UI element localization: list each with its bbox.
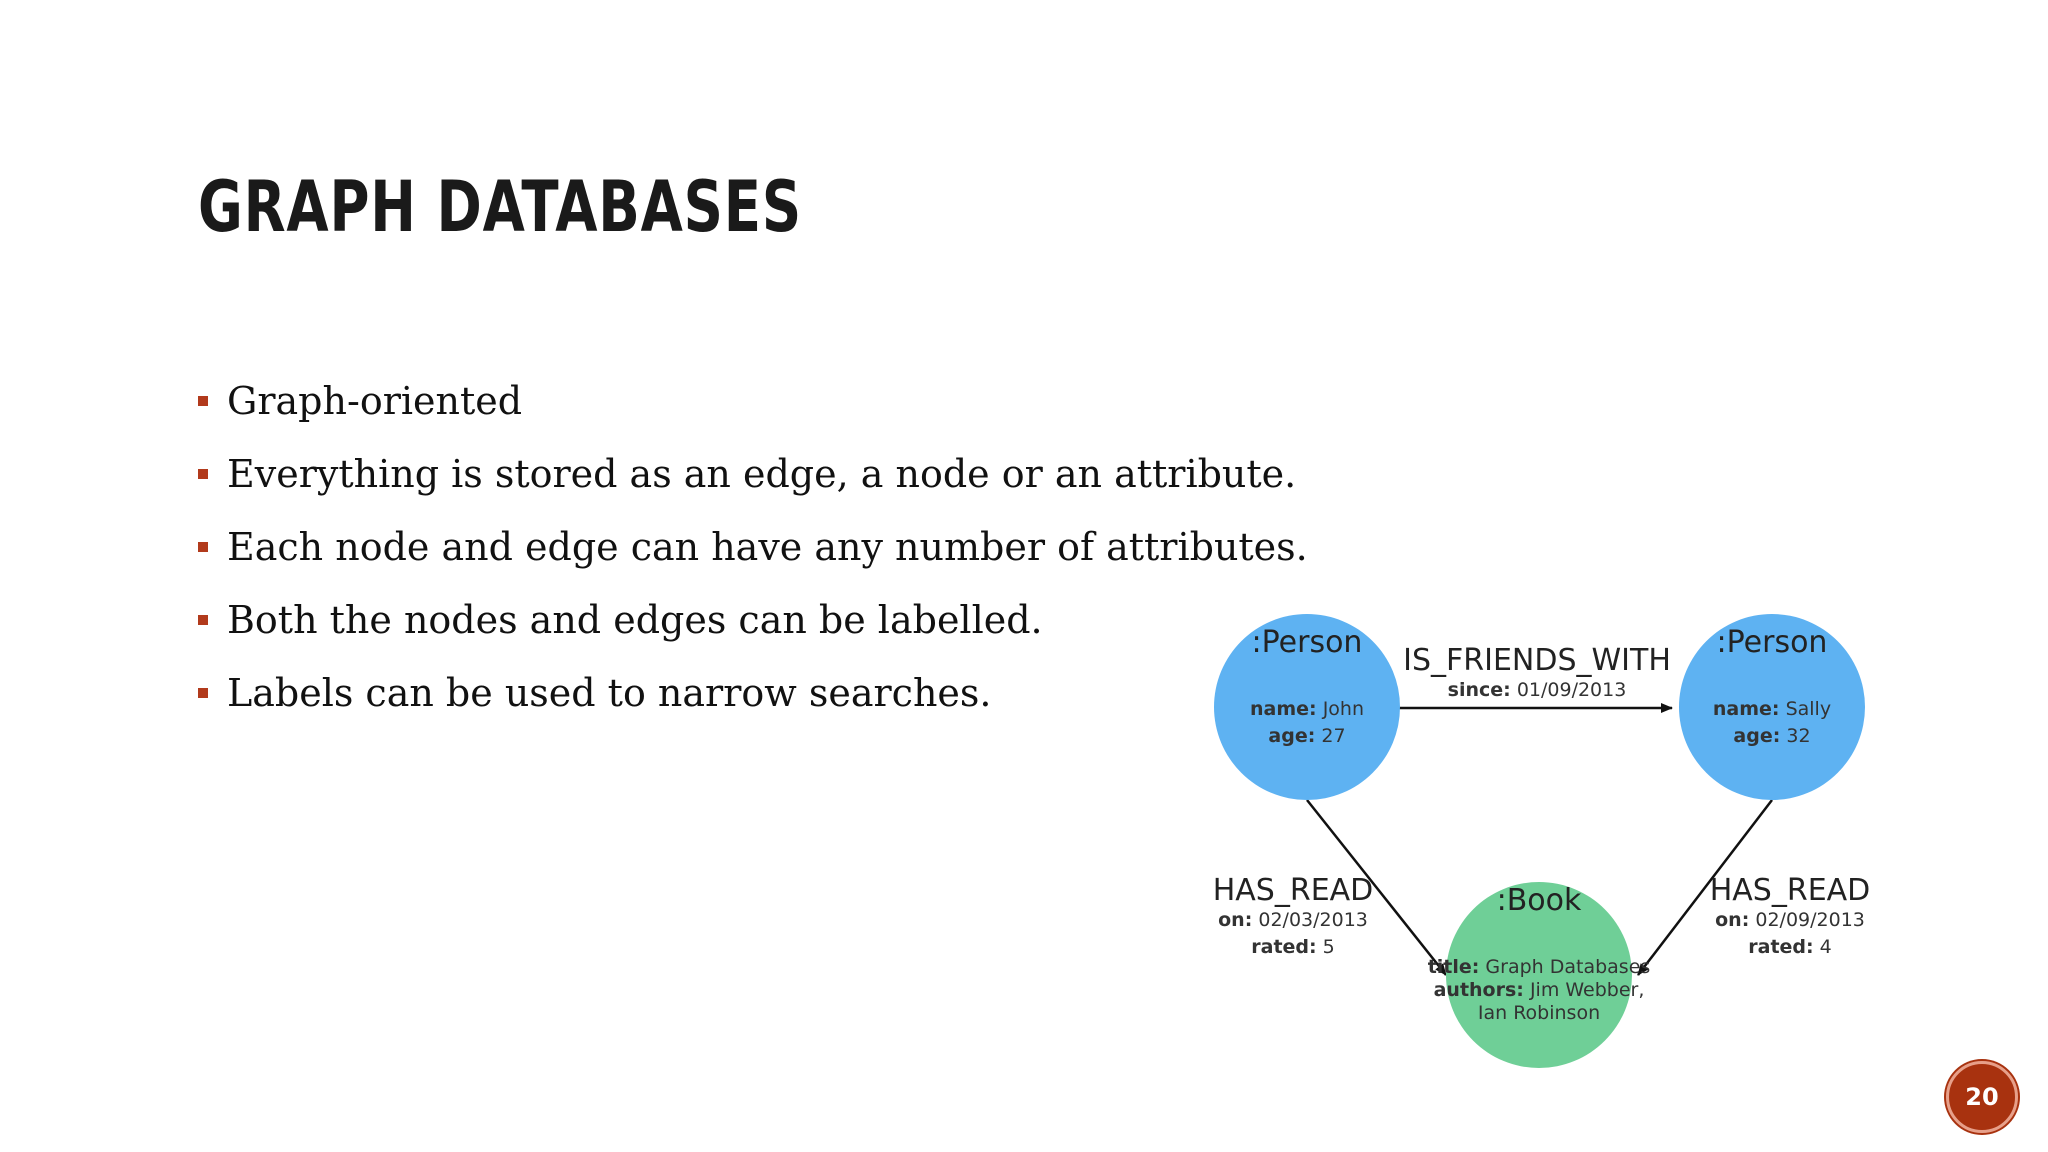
node-label: :Book: [1496, 883, 1582, 918]
prop-value: Sally: [1785, 698, 1832, 720]
page-number-badge: [1946, 1061, 2018, 1133]
prop-value: 02/09/2013: [1755, 909, 1865, 931]
slide-title: GRAPH DATABASES: [198, 166, 802, 248]
prop-value: 27: [1321, 725, 1346, 747]
edge-label-text: IS_FRIENDS_WITH: [1403, 643, 1671, 678]
edge-label-text: HAS_READ: [1709, 873, 1871, 908]
node-prop: [1428, 956, 1651, 978]
node-label: :Person: [1716, 625, 1828, 660]
prop-value: Jim Webber,: [1529, 979, 1645, 1001]
node-person-john: [1214, 614, 1400, 800]
prop-value: Graph Databases: [1485, 956, 1651, 978]
edge-prop: [1218, 909, 1368, 931]
prop-key: on:: [1715, 909, 1750, 931]
prop-value: 32: [1786, 725, 1811, 747]
node-person-sally: [1679, 614, 1865, 800]
node-prop: [1250, 698, 1364, 720]
edge-prop: [1448, 679, 1627, 701]
bullet-text: Labels can be used to narrow searches.: [227, 670, 992, 715]
node-book: [1428, 882, 1651, 1068]
bullet-text: Both the nodes and edges can be labelled.: [227, 597, 1043, 642]
prop-key: rated:: [1251, 936, 1317, 958]
prop-key: name:: [1250, 698, 1317, 720]
prop-key: age:: [1733, 725, 1781, 747]
prop-value: 4: [1819, 936, 1832, 958]
node-label: :Person: [1251, 625, 1363, 660]
bullet-text: Each node and edge can have any number of attributes.: [227, 524, 1308, 569]
bullet-text: Everything is stored as an edge, a node or an attribute.: [227, 451, 1297, 496]
node-prop: Ian Robinson: [1477, 1002, 1601, 1024]
edge-prop: [1251, 936, 1335, 958]
prop-key: on:: [1218, 909, 1253, 931]
node-prop: [1733, 725, 1810, 747]
prop-key: rated:: [1748, 936, 1814, 958]
node-prop: [1434, 979, 1645, 1001]
page-number: 20: [1965, 1083, 1999, 1111]
node-prop: [1268, 725, 1345, 747]
edge-prop: [1748, 936, 1832, 958]
prop-key: name:: [1712, 698, 1780, 720]
prop-key: age:: [1268, 725, 1316, 747]
node-prop: [1713, 698, 1831, 720]
prop-key: since:: [1447, 679, 1511, 701]
prop-value: 5: [1322, 936, 1335, 958]
edge-label-text: HAS_READ: [1212, 873, 1374, 908]
prop-value: John: [1322, 698, 1364, 720]
edge-label-john-has-read: [1213, 873, 1374, 958]
prop-key: authors:: [1433, 979, 1524, 1001]
edge-label-sally-has-read: [1710, 873, 1871, 958]
prop-key: title:: [1427, 956, 1480, 978]
prop-value: 02/03/2013: [1258, 909, 1368, 931]
edge-prop: [1715, 909, 1865, 931]
prop-value: 01/09/2013: [1516, 679, 1627, 701]
edge-label-is-friends-with: [1403, 643, 1671, 701]
bullet-text: Graph-oriented: [227, 378, 523, 423]
